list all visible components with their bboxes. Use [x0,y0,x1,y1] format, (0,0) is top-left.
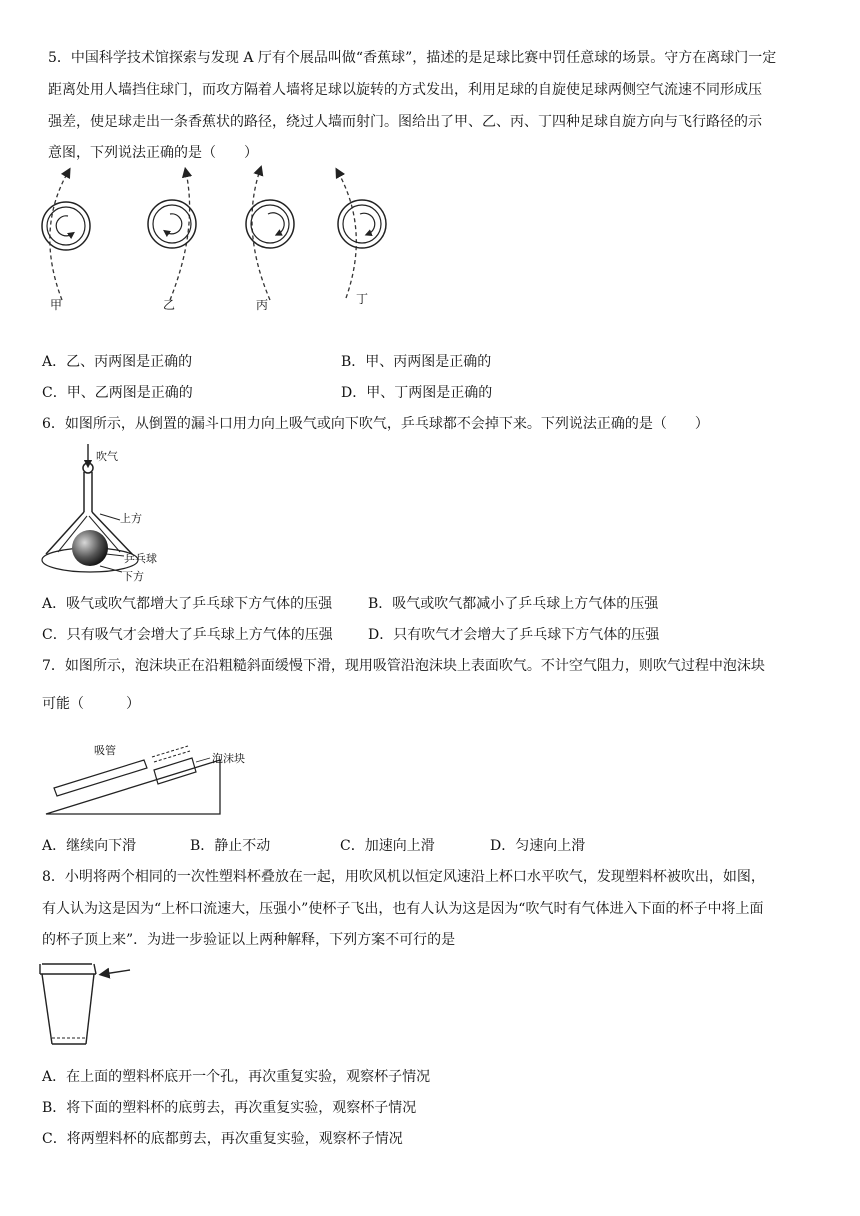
label-foam: 泡沫块 [212,752,245,765]
q8-cups-figure [38,960,138,1052]
q5-stem-line-4: 意图，下列说法正确的是（ ） [48,145,258,161]
q5-option-b[interactable]: B．甲、丙两图是正确的 [341,354,492,370]
q6-option-a[interactable]: A．吸气或吹气都增大了乒乓球下方气体的压强 [42,596,333,612]
q5-option-d[interactable]: D．甲、丁两图是正确的 [341,385,493,401]
q8-stem-line-3: 的杯子顶上来”．为进一步验证以上两种解释，下列方案不可行的是 [42,932,456,948]
ball-jia [42,172,90,300]
label-top: 上方 [120,512,142,525]
label-ding: 丁 [356,292,369,306]
label-bottom: 下方 [122,570,144,583]
q5-option-a[interactable]: A．乙、丙两图是正确的 [42,354,193,370]
q7-option-d[interactable]: D．匀速向上滑 [490,838,586,854]
q6-option-b[interactable]: B．吸气或吹气都减小了乒乓球上方气体的压强 [368,596,659,612]
ball-yi [148,172,196,300]
q8-stem-line-1: 8．小明将两个相同的一次性塑料杯叠放在一起，用吹风机以恒定风速沿上杯口水平吹气，发现塑料杯被吹出，如图， [42,869,765,885]
ball-ding [338,172,386,298]
q5-stem-line-1: 5．中国科学技术馆探索与发现 A 厅有个展品叫做“香蕉球”，描述的是足球比赛中罚任意球的场景。守方在离球门一定 [48,50,777,66]
q7-option-c[interactable]: C．加速向上滑 [340,838,435,854]
label-jia: 甲 [50,298,63,312]
ball-bing [246,170,294,300]
label-bing: 丙 [256,298,269,312]
q7-stem-line-2: 可能（ ） [42,696,140,712]
q8-option-b[interactable]: B．将下面的塑料杯的底剪去，再次重复实验，观察杯子情况 [42,1100,417,1116]
q8-option-c[interactable]: C．将两塑料杯的底都剪去，再次重复实验，观察杯子情况 [42,1131,403,1147]
q8-stem-line-2: 有人认为这是因为“上杯口流速大，压强小”使杯子飞出，也有人认为这是因为“吹气时有气体进入下面的杯子中将上面 [42,901,764,917]
label-ball: 乒乓球 [124,552,157,565]
q6-stem: 6．如图所示，从倒置的漏斗口用力向上吸气或向下吹气，乒乓球都不会掉下来。下列说法正确的是（ ） [42,416,709,432]
q5-option-c[interactable]: C．甲、乙两图是正确的 [42,385,193,401]
q7-option-a[interactable]: A．继续向下滑 [42,838,137,854]
q7-option-b[interactable]: B．静止不动 [190,838,271,854]
ping-pong-ball [72,530,108,566]
q5-stem-line-2: 距离处用人墙挡住球门，而攻方隔着人墙将足球以旋转的方式发出，利用足球的自旋使足球两侧空气流速不同形成压 [48,82,762,98]
q7-slope-figure [44,738,234,818]
foam-block [154,758,196,784]
label-straw: 吸管 [94,744,116,757]
q6-option-d[interactable]: D．只有吹气才会增大了乒乓球下方气体的压强 [368,627,660,643]
q5-figure [30,160,410,320]
label-blow: 吹气 [96,450,118,463]
q8-option-a[interactable]: A．在上面的塑料杯底开一个孔，再次重复实验，观察杯子情况 [42,1069,431,1085]
q5-stem-line-3: 强差，使足球走出一条香蕉状的路径，绕过人墙而射门。图给出了甲、乙、丙、丁四种足球自旋方向与飞行路径的示 [48,114,762,130]
straw [54,760,147,796]
label-yi: 乙 [163,298,176,312]
q6-option-c[interactable]: C．只有吸气才会增大了乒乓球上方气体的压强 [42,627,333,643]
q7-stem-line-1: 7．如图所示，泡沫块正在沿粗糙斜面缓慢下滑，现用吸管沿泡沫块上表面吹气。不计空气阻力，则吹气过程中泡沫块 [42,658,765,674]
